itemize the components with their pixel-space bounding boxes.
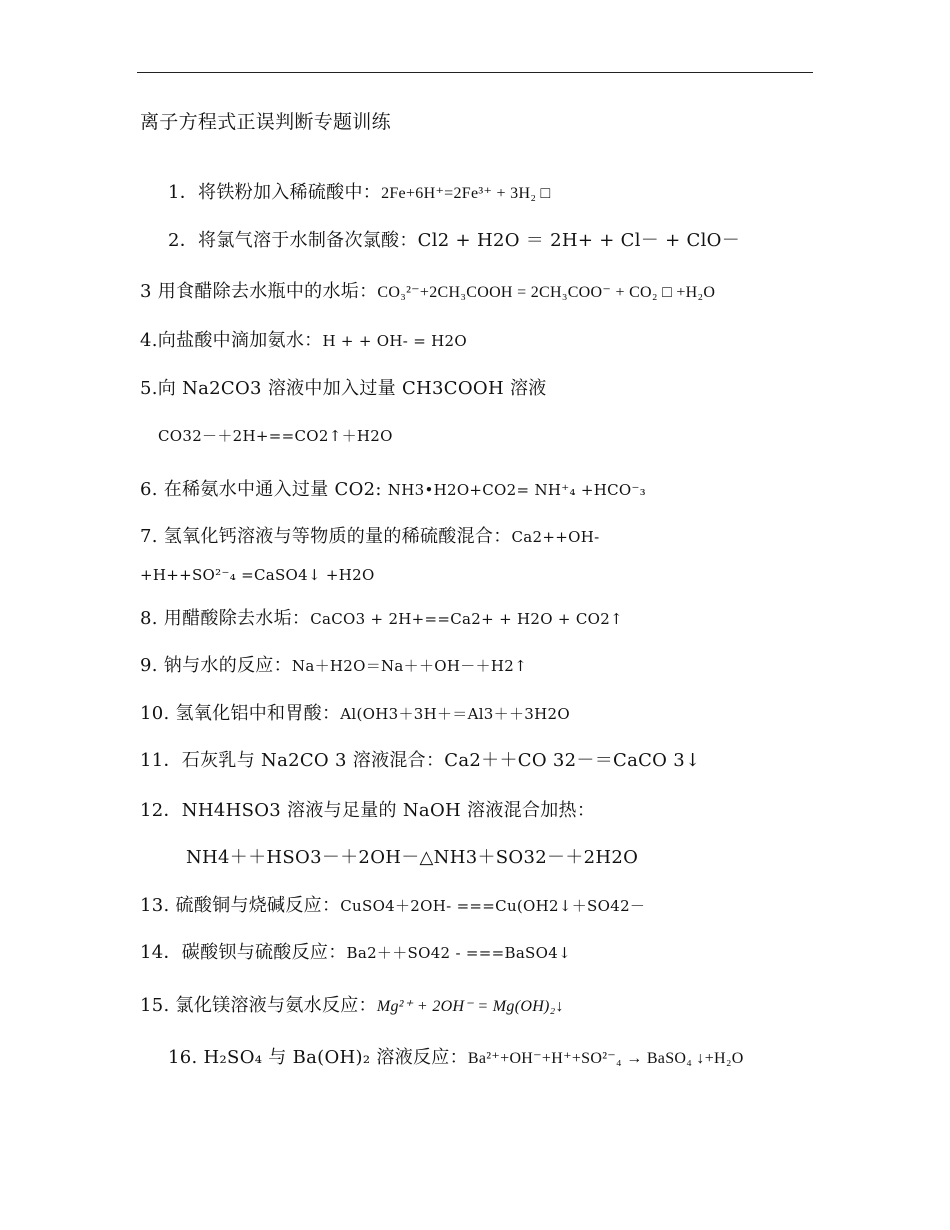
question-16-prefix: 16. H₂SO₄ 与 Ba(OH)₂ 溶液反应： — [168, 1047, 468, 1068]
question-9-equation: Na＋H2O＝Na＋＋OH－＋H2↑ — [291, 657, 527, 675]
question-5-prefix: 5.向 Na2CO3 溶液中加入过量 CH3COOH 溶液 — [140, 378, 547, 399]
question-11-prefix: 11．石灰乳与 Na2CO 3 溶液混合： — [140, 750, 445, 771]
question-6 — [140, 478, 646, 502]
question-2-prefix: 2．将氯气溶于水制备次氯酸： — [168, 230, 418, 251]
question-13 — [140, 894, 645, 918]
question-2-equation: Cl2 + H2O ＝ 2H+ + Cl－ + ClO－ — [417, 230, 741, 251]
question-4 — [140, 329, 467, 353]
question-16 — [168, 1046, 744, 1071]
question-12-prefix: 12．NH4HSO3 溶液与足量的 NaOH 溶液混合加热： — [140, 800, 596, 821]
question-14-prefix: 14．碳酸钡与硫酸反应： — [140, 942, 347, 963]
question-6-equation: NH3•H2O+CO2= NH⁺₄ +HCO⁻₃ — [387, 481, 646, 499]
question-13-equation: CuSO4＋2OH- ===Cu(OH2↓＋SO42－ — [340, 897, 646, 915]
header-rule — [137, 72, 813, 73]
question-8-prefix: 8. 用醋酸除去水垢： — [140, 608, 311, 629]
question-12-equation: NH4＋＋HSO3－＋2OH－△NH3＋SO32－＋2H2O — [186, 847, 639, 868]
question-2 — [168, 229, 740, 253]
question-7-equation-part1: Ca2++OH- — [511, 528, 600, 546]
question-16-equation: Ba²⁺+OH⁻+H⁺+SO²⁻₄ → BaSO₄ ↓+H₂O — [467, 1050, 744, 1067]
question-11 — [140, 749, 700, 773]
question-10-prefix: 10. 氢氧化铝中和胃酸： — [140, 703, 341, 724]
question-11-equation: Ca2＋＋CO 32－＝CaCO 3↓ — [444, 750, 701, 771]
page-title: 离子方程式正误判断专题训练 — [140, 111, 391, 133]
question-14-equation: Ba2＋＋SO42 - ===BaSO4↓ — [346, 944, 571, 962]
question-3 — [140, 280, 715, 305]
question-13-prefix: 13. 硫酸铜与烧碱反应： — [140, 895, 341, 916]
question-5-equation: CO32－＋2H+==CO2↑＋H2O — [158, 427, 393, 445]
question-4-equation: H + + OH- = H2O — [322, 332, 467, 350]
question-3-prefix: 3 用食醋除去水瓶中的水垢： — [140, 281, 378, 302]
question-1-prefix: 1．将铁粉加入稀硫酸中： — [168, 182, 382, 203]
question-15-equation: Mg²⁺ + 2OH⁻ = Mg(OH)₂↓ — [376, 998, 564, 1015]
question-6-prefix: 6. 在稀氨水中通入过量 CO2: — [140, 479, 382, 500]
question-7-prefix: 7. 氢氧化钙溶液与等物质的量的稀硫酸混合： — [140, 526, 512, 547]
question-1-equation: 2Fe+6H⁺=2Fe³⁺ + 3H₂ □ — [381, 185, 551, 202]
question-8 — [140, 607, 623, 631]
question-15 — [140, 994, 564, 1019]
question-5 — [140, 377, 547, 401]
question-9-prefix: 9. 钠与水的反应： — [140, 655, 292, 676]
question-7 — [140, 525, 599, 549]
question-15-prefix: 15. 氯化镁溶液与氨水反应： — [140, 995, 377, 1016]
question-4-prefix: 4.向盐酸中滴加氨水： — [140, 330, 323, 351]
question-1 — [168, 181, 550, 206]
question-8-equation: CaCO3 + 2H+==Ca2+ + H2O + CO2↑ — [310, 610, 623, 628]
question-10-equation: Al(OH3＋3H＋＝Al3＋＋3H2O — [340, 705, 570, 723]
question-9 — [140, 654, 527, 678]
question-3-equation: CO₃²⁻+2CH₃COOH = 2CH₃COO⁻ + CO₂ □ +H₂O — [377, 284, 716, 301]
question-12 — [140, 799, 595, 823]
question-10 — [140, 702, 570, 726]
question-14 — [140, 941, 571, 965]
question-7-equation-part2: +H++SO²⁻₄ =CaSO4↓ +H2O — [140, 566, 375, 584]
